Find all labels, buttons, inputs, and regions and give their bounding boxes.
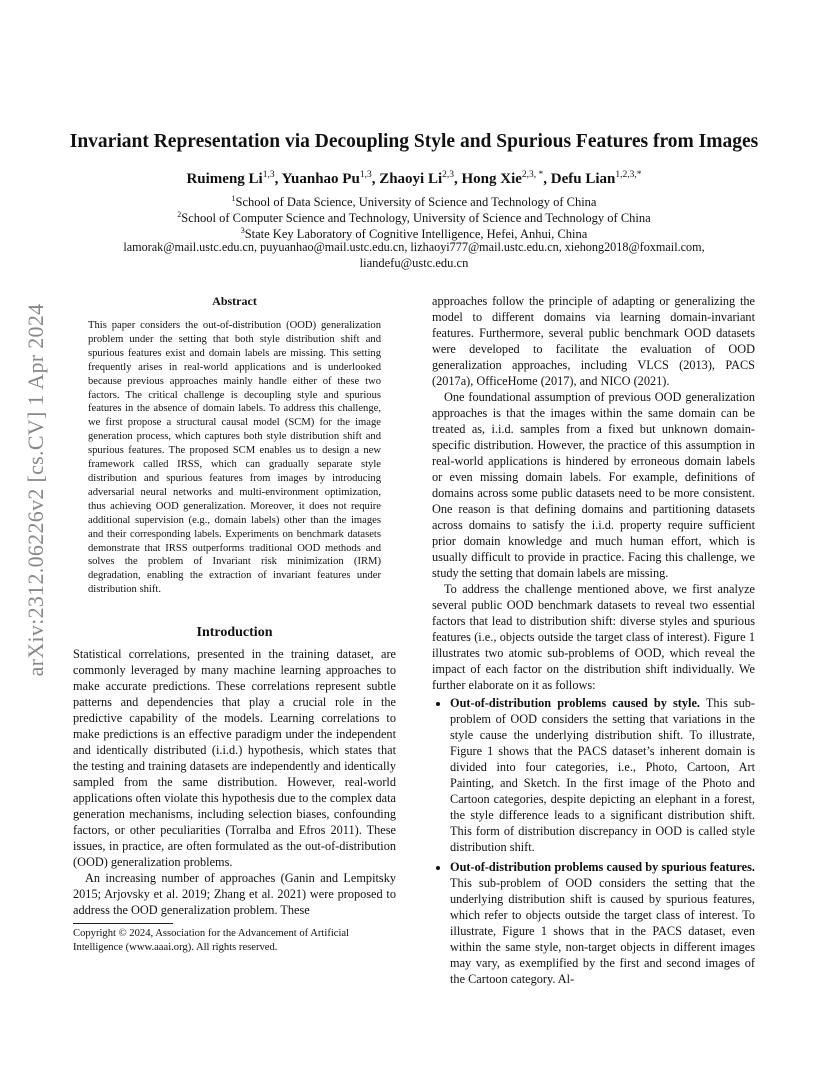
email-line-1: lamorak@mail.ustc.edu.cn, puyuanhao@mail.ustc.edu.cn, lizhaoyi777@mail.ustc.edu.cn, xiehong2018@foxmail.com,: [123, 240, 705, 254]
abstract-heading: Abstract: [212, 294, 257, 308]
introduction-body: [73, 646, 396, 918]
author-affil-sup: 1,3: [359, 170, 372, 180]
right-paragraph-2: One foundational assumption of previous OOD generalization approaches is that the images within the same domain can be treated as, i.i.d. samples from a fixed but unknown domain-specific distribution. However, the practice of this assumption in real-world applications is hindered by erroneous domain labels or even missing domain labels. For example, definitions of domains across some public datasets need to be more consistent. One reason is that defining domains and partitioning datasets across domains to satisfy the i.i.d. property require sufficient prior domain knowledge and much human effort, which is usually difficult to provide in practice. Facing this challenge, we study the setting that domain labels are missing.: [432, 390, 755, 580]
affiliation-sup: 1: [231, 194, 236, 203]
paper-title: Invariant Representation via Decoupling Style and Spurious Features from Images: [69, 131, 759, 152]
affiliation-sup: 2: [177, 210, 182, 219]
author-separator: ,: [371, 171, 380, 187]
author-separator: ,: [454, 171, 462, 187]
author-affil-sup: 1,3: [262, 170, 275, 180]
affiliation-text: School of Data Science, University of Science and Technology of China: [235, 195, 597, 210]
author-name: Ruimeng Li: [186, 171, 263, 187]
footnote-rule: [73, 923, 173, 924]
author-affil-sup: 1,2,3,*: [615, 170, 642, 180]
author-affil-sup: 2,3: [442, 170, 454, 180]
author-name: Hong Xie: [461, 171, 522, 187]
affiliation-text: School of Computer Science and Technology, University of Science and Technology of China: [181, 211, 651, 226]
affiliation-sup: 3: [240, 226, 245, 235]
intro-paragraph-1: Statistical correlations, presented in the training dataset, are commonly leveraged by many machine learning approaches to make accurate predictions. These correlations represent subtle patterns and dependencies that play a crucial role in the predictive capability of the models. Learning correlations to make predictions is an effective paradigm under the independent and identically distributed (i.i.d.) hypothesis, which states that the testing and training datasets are independently and identically sampled from the same distribution. However, real-world applications often violate this hypothesis due to the complex data generation mechanisms, including selection biases, confounding factors, or other peculiarities (Torralba and Efros 2011). These issues, in practice, are often formulated as the out-of-distribution (OOD) generalization problems.: [73, 647, 396, 869]
introduction-heading: Introduction: [196, 625, 273, 640]
author-name: Defu Lian: [550, 171, 616, 187]
author-name: Zhaoyi Li: [379, 171, 443, 187]
abstract-body: This paper considers the out-of-distribution (OOD) generalization problem under the setting that both style distribution shift and spurious features exist and domain labels are missing. This setting frequently arises in real-world applications and is underlooked because previous approaches mainly handle either of these two factors. The critical challenge is decoupling style and spurious features in the absence of domain labels. To address this challenge, we first propose a structural causal model (SCM) for the image generation process, which captures both style distribution shift and spurious features. The proposed SCM enables us to design a new framework called IRSS, which can gradually separate style distribution and spurious features from images by introducing adversarial neural networks and multi-environment optimization, thus achieving OOD generalization. Moreover, it does not require additional supervision (e.g., domain labels) other than the images and their corresponding labels. Experiments on benchmark datasets demonstrate that IRSS outperforms traditional OOD methods and solves the problem of Invariant risk minimization (IRM) degradation, enabling the extraction of invariant features under distribution shift.: [88, 320, 381, 596]
bullet-item-spurious: [450, 859, 755, 987]
bullet-lead: Out-of-distribution problems caused by style.: [450, 696, 700, 710]
email-line-2: liandefu@ustc.edu.cn: [359, 256, 469, 270]
bullet-lead: Out-of-distribution problems caused by spurious features.: [450, 860, 755, 874]
right-column-body: [432, 293, 755, 991]
bullet-text: This sub-problem of OOD considers the setting that variations in the style cause the underlying distribution shift. To illustrate, Figure 1 shows that the PACS dataset’s inherent domain is divided into four categories, i.e., Photo, Cartoon, Art Painting, and Sketch. In the first image of the Photo and Cartoon categories, despite depicting an elephant in a forest, the style difference leads to a significant distribution shift. This form of distribution discrepancy in OOD is called style distribution shift.: [450, 696, 756, 854]
bullet-item-style: [450, 695, 755, 855]
author-name: Yuanhao Pu: [281, 171, 360, 187]
arxiv-id-text: arXiv:2312.06226v2 [cs.CV] 1 Apr 2024: [23, 303, 48, 677]
right-paragraph-1: approaches follow the principle of adapting or generalizing the model to different domains via learning domain-invariant features. Furthermore, several public benchmark OOD datasets were developed to facilitate the evaluation of OOD generalization approaches, including VLCS (2013), PACS (2017a), OfficeHome (2017), and NICO (2021).: [432, 294, 755, 388]
author-separator: ,: [543, 171, 551, 187]
author-list: [40, 165, 788, 189]
arxiv-sidebar-identifier: [16, 290, 56, 690]
copyright-notice: Copyright © 2024, Association for the Advancement of Artificial Intelligence (www.aaai.org). All rights reserved.: [73, 928, 350, 953]
bullet-text: This sub-problem of OOD considers the setting that the underlying distribution shift is caused by spurious features, which refer to objects outside the target class of interest. To illustrate, Figure 1 shows that in the PACS dataset, even within the same style, non-target objects in different images may vary, as exemplified by the first and second images of the Cartoon category. Al-: [450, 876, 755, 986]
right-paragraph-3: To address the challenge mentioned above, we first analyze several public OOD benchmark datasets to reveal two essential factors that lead to distribution shift: diverse styles and spurious features (i.e., objects outside the target class of interest). Figure 1 illustrates two atomic sub-problems of OOD, which reveal the impact of each factor on the distribution shift individually. We further elaborate on it as follows:: [432, 582, 755, 692]
author-separator: ,: [274, 171, 282, 187]
author-affil-sup: 2,3, *: [521, 170, 544, 180]
bullet-list: [432, 695, 755, 987]
affiliation-text: State Key Laboratory of Cognitive Intelligence, Hefei, Anhui, China: [244, 227, 588, 242]
intro-paragraph-2: An increasing number of approaches (Ganin and Lempitsky 2015; Arjovsky et al. 2019; Zhang et al. 2021) were proposed to address the OOD generalization problem. These: [73, 871, 396, 917]
